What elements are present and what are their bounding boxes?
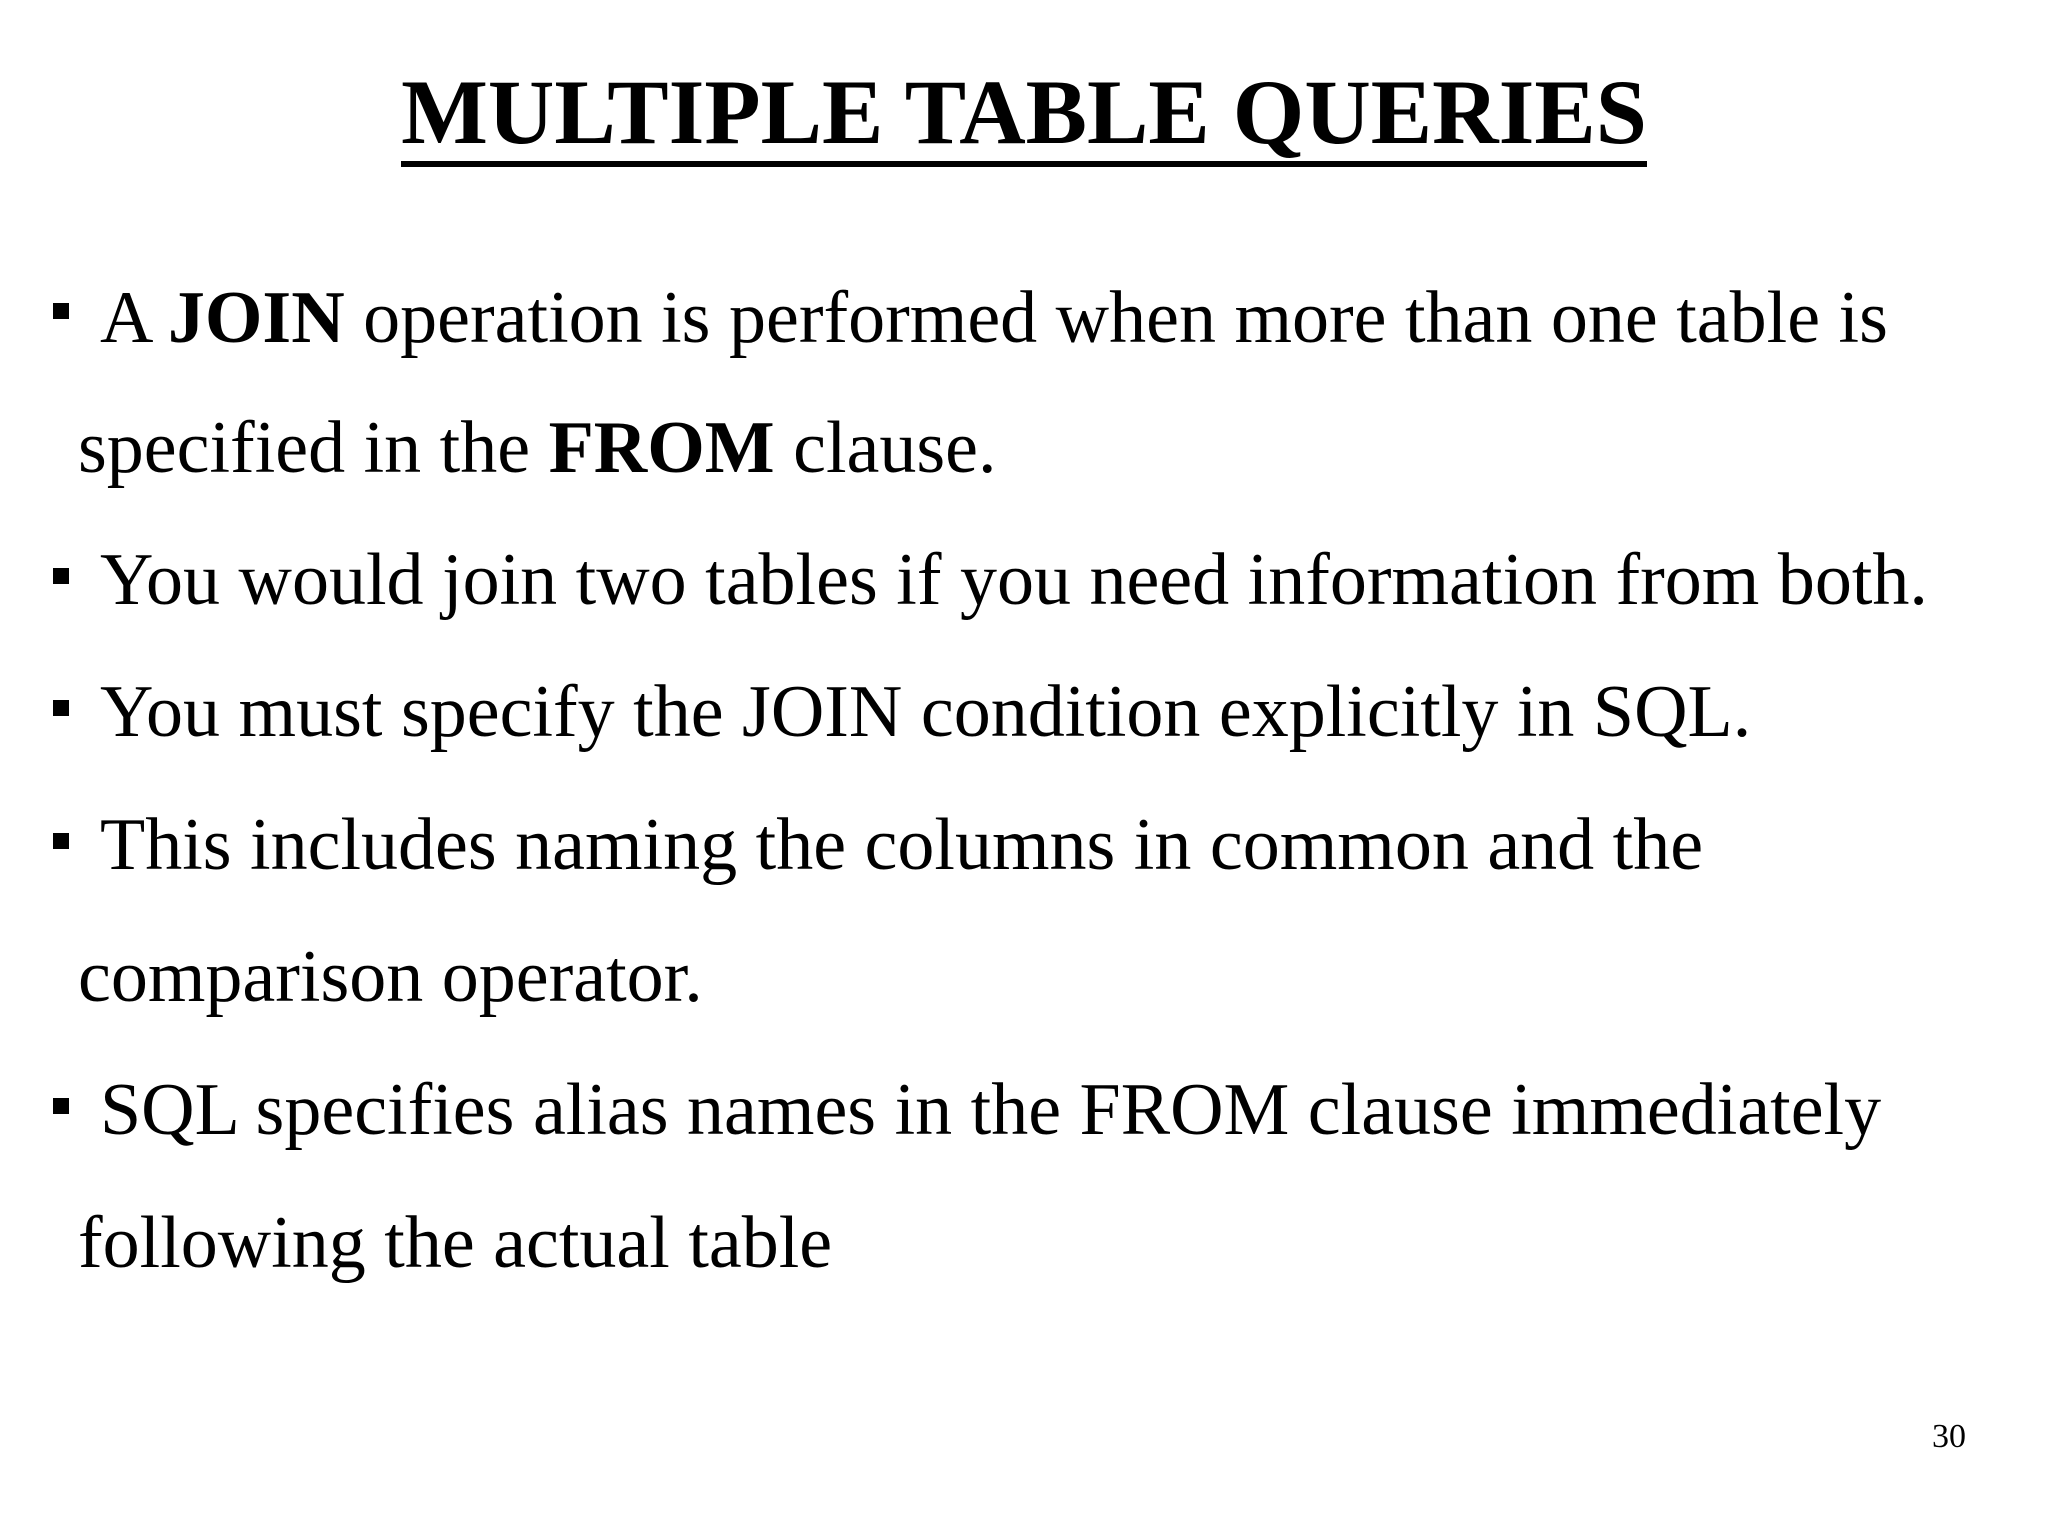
bullet-5-line-1: SQL specifies alias names in the FROM clause immediately xyxy=(100,1069,1882,1151)
square-bullet-icon xyxy=(53,1098,69,1114)
bullet-4-line-1: This includes naming the columns in common and the xyxy=(100,804,1704,886)
square-bullet-icon xyxy=(53,833,69,849)
bullet-1-line-2-suffix: clause. xyxy=(774,407,997,489)
from-keyword: FROM xyxy=(548,407,775,489)
square-bullet-icon xyxy=(53,568,69,584)
bullet-1-line-2 xyxy=(78,408,997,488)
bullet-3-text: You must specify the JOIN condition explicitly in SQL. xyxy=(100,671,1752,753)
bullet-4-line-2: comparison operator. xyxy=(78,936,703,1018)
bullet-1-line-2-prefix: specified in the xyxy=(78,407,549,489)
bullet-1-line-1 xyxy=(100,278,1888,358)
bullet-2-text: You would join two tables if you need information from both. xyxy=(100,539,1928,621)
slide-title xyxy=(0,62,2048,167)
bullet-1-suffix: operation is performed when more than one table is xyxy=(344,277,1888,359)
square-bullet-icon xyxy=(53,700,69,716)
join-keyword: JOIN xyxy=(167,277,345,359)
bullet-5-line-2: following the actual table xyxy=(78,1202,833,1284)
square-bullet-icon xyxy=(53,303,69,319)
bullet-1-prefix: A xyxy=(100,277,168,359)
page-number: 30 xyxy=(1932,1418,1966,1455)
slide-title-text: MULTIPLE TABLE QUERIES xyxy=(401,67,1647,167)
